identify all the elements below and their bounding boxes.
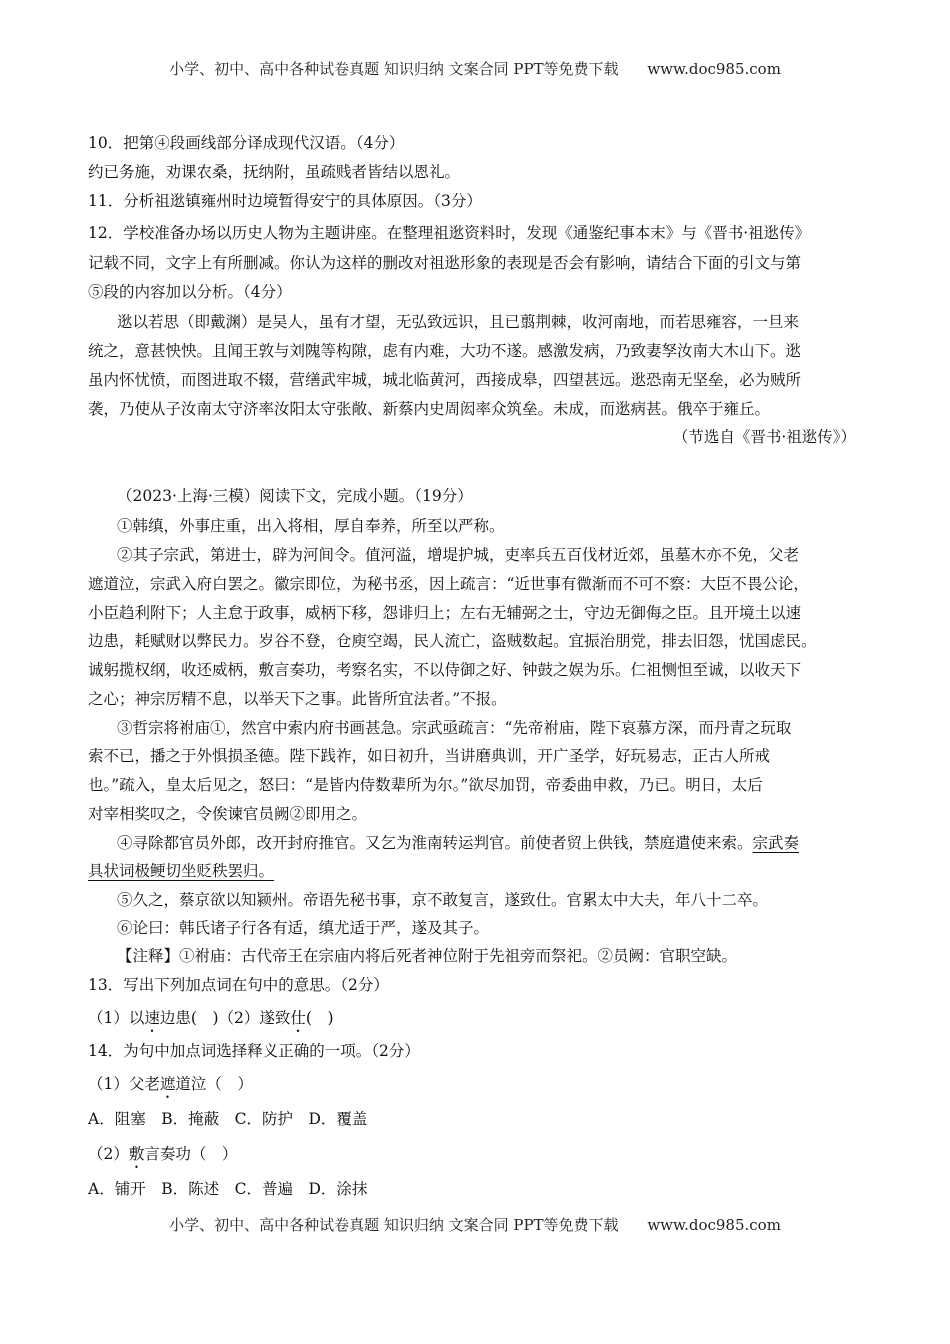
paragraph-2-line-5: 诚躬揽权纲，收还威柄，敷言奏功，考察名实，不以侍御之好、钟鼓之娱为乐。仁祖恻怛至诚，以收天下: [88, 661, 802, 679]
paragraph-2-line-6: 之心；神宗厉精不息，以举天下之事。此皆所宜法者。”不报。: [88, 690, 507, 708]
underlined-text-start: 宗武奏: [752, 834, 800, 852]
paragraph-2-line-2: 遮道泣，宗武入府白罢之。徽宗即位，为秘书丞，因上疏言：“近世事有微渐而不可不察：大臣不畏公论，: [88, 575, 809, 593]
question-14-1: [88, 1074, 878, 1102]
question-14-2-options: A．铺开 B．陈述 C．普遍 D．涂抹: [88, 1180, 368, 1198]
question-13-items: [88, 1008, 878, 1036]
question-12-line-2: 记载不同，文字上有所删减。你认为这样的删改对祖逖形象的表现是否会有影响，请结合下面的引文与第: [88, 254, 802, 272]
quote-source: （节选自《晋书·祖逖传》）: [672, 428, 856, 446]
question-12-line-3: ⑤段的内容加以分析。（4分）: [88, 283, 292, 301]
q14-1-prefix: （1）父老: [88, 1075, 160, 1093]
q14-2-suffix: 言奏功（ ）: [144, 1145, 238, 1163]
paragraph-5: ⑤久之，蔡京欲以知颍州。帝语先秘书事，京不敢复言，遂致仕。官累太中大夫，年八十二卒。: [117, 891, 769, 909]
q14-2-dotted-word: 敷: [128, 1145, 145, 1163]
paragraph-4-line-1: [117, 833, 907, 853]
question-10-answer: 约已务施，劝课农桑，抚纳附，虽疏贱者皆结以恩礼。: [88, 163, 461, 181]
q13-item-2-suffix: ( ): [305, 1009, 334, 1027]
annotation-note: 【注释】①祔庙：古代帝王在宗庙内将后死者神位附于先祖旁而祭祀。②员阙：官职空缺。: [117, 947, 738, 965]
quote-line-2: 统之，意甚怏怏。且闻王敦与刘隗等构隙，虑有内难，大功不遂。感激发病，乃致妻孥汝南大木山下。逖: [88, 342, 802, 360]
quote-line-3: 虽内怀忧愤，而图进取不辍，营缮武牢城，城北临黄河，西接成皋，四望甚远。逖恐南无坚垒，必为贼所: [88, 371, 802, 389]
paragraph-3-line-1: ③哲宗将祔庙①，然宫中索内府书画甚急。宗武亟疏言：“先帝祔庙，陛下哀慕方深，而丹青之玩取: [117, 719, 792, 737]
header-url[interactable]: www.doc985.com: [647, 60, 781, 78]
footer-url[interactable]: www.doc985.com: [647, 1216, 781, 1234]
question-12-line-1: 12．学校准备办场以历史人物为主题讲座。在整理祖逖资料时，发现《通鉴纪事本末》与《晋书·祖逖传》: [88, 224, 811, 242]
q13-item-2-dotted-word: 仕: [290, 1009, 306, 1027]
quote-line-1: 逖以若思（即戴渊）是吴人，虽有才望，无弘致远识，且已翦荆棘，收河南地，而若思雍容，一旦来: [117, 313, 800, 331]
header-text: 小学、初中、高中各种试卷真题 知识归纳 文案合同 PPT等免费下载: [169, 60, 619, 78]
paragraph-3-line-2: 索不已，播之于外惧损圣德。陛下践祚，如日初升，当讲磨典训，开广圣学，好玩易志，正古人所戒: [88, 747, 771, 765]
q14-2-prefix: （2）: [88, 1145, 129, 1163]
question-10: 10．把第④段画线部分译成现代汉语。（4分）: [88, 134, 405, 152]
paragraph-2-line-3: 小臣趋利附下；人主怠于政事，威柄下移，怨诽归上；左右无辅弼之士，守边无御侮之臣。且开境土以速: [88, 604, 802, 622]
paragraph-3-line-4: 对宰相奖叹之，令俟谏官员阙②即用之。: [88, 805, 368, 823]
q13-item-1-suffix: 边患( ): [159, 1009, 219, 1027]
question-14-1-options: A．阻塞 B．掩蔽 C．防护 D．覆盖: [88, 1110, 368, 1128]
q13-item-1-dotted-word: 速: [144, 1009, 160, 1027]
passage-intro: （2023·上海·三模）阅读下文，完成小题。（19分）: [117, 487, 473, 505]
q13-item-1-prefix: （1）以: [88, 1009, 145, 1027]
paragraph-4-text: ④寻除都官员外郎，改开封府推官。又乞为淮南转运判官。前使者贸上供钱，禁庭遣使来索。: [117, 834, 753, 852]
page-footer: [0, 1214, 950, 1235]
q14-1-suffix: 道泣（ ）: [175, 1075, 253, 1093]
question-11: 11．分析祖逖镇雍州时边境暂得安宁的具体原因。（3分）: [88, 192, 482, 210]
q13-item-2-prefix: （2）遂致: [218, 1009, 291, 1027]
question-14-2: [88, 1144, 878, 1172]
paragraph-6: ⑥论曰：韩氏诸子行各有适，缜尤适于严，遂及其子。: [117, 919, 490, 937]
footer-text: 小学、初中、高中各种试卷真题 知识归纳 文案合同 PPT等免费下载: [169, 1216, 619, 1234]
paragraph-2-line-1: ②其子宗武，第进士，辟为河间令。值河溢，增堤护城，吏率兵五百伐材近郊，虽墓木亦不免，父老: [117, 546, 800, 564]
q14-1-dotted-word: 遮: [159, 1075, 176, 1093]
question-13: 13．写出下列加点词在句中的意思。（2分）: [88, 976, 389, 994]
quote-line-4: 袭，乃使从子汝南太守济率汝阳太守张敞、新蔡内史周闳率众筑垒。未成，而逖病甚。俄卒于雍丘。: [88, 400, 771, 418]
question-14: 14．为句中加点词选择释义正确的一项。（2分）: [88, 1042, 420, 1060]
paragraph-2-line-4: 边患，耗赋财以弊民力。岁谷不登，仓庾空竭，民人流亡，盗贼数起。宜振治朋党，排去旧怨，忧国虑民。: [88, 632, 817, 650]
paragraph-3-line-3: 也。”疏入，皇太后见之，怒曰：“是皆内侍数辈所为尔。”欲尽加罚，帝委曲申救，乃已。明日，太后: [88, 776, 763, 794]
page-header: [0, 58, 950, 79]
paragraph-1: ①韩缜，外事庄重，出入将相，厚自奉养，所至以严称。: [117, 517, 505, 535]
paragraph-4-line-2: [88, 861, 878, 881]
underlined-text-end: 具状词极鲠切坐贬秩罢归。: [88, 862, 275, 880]
